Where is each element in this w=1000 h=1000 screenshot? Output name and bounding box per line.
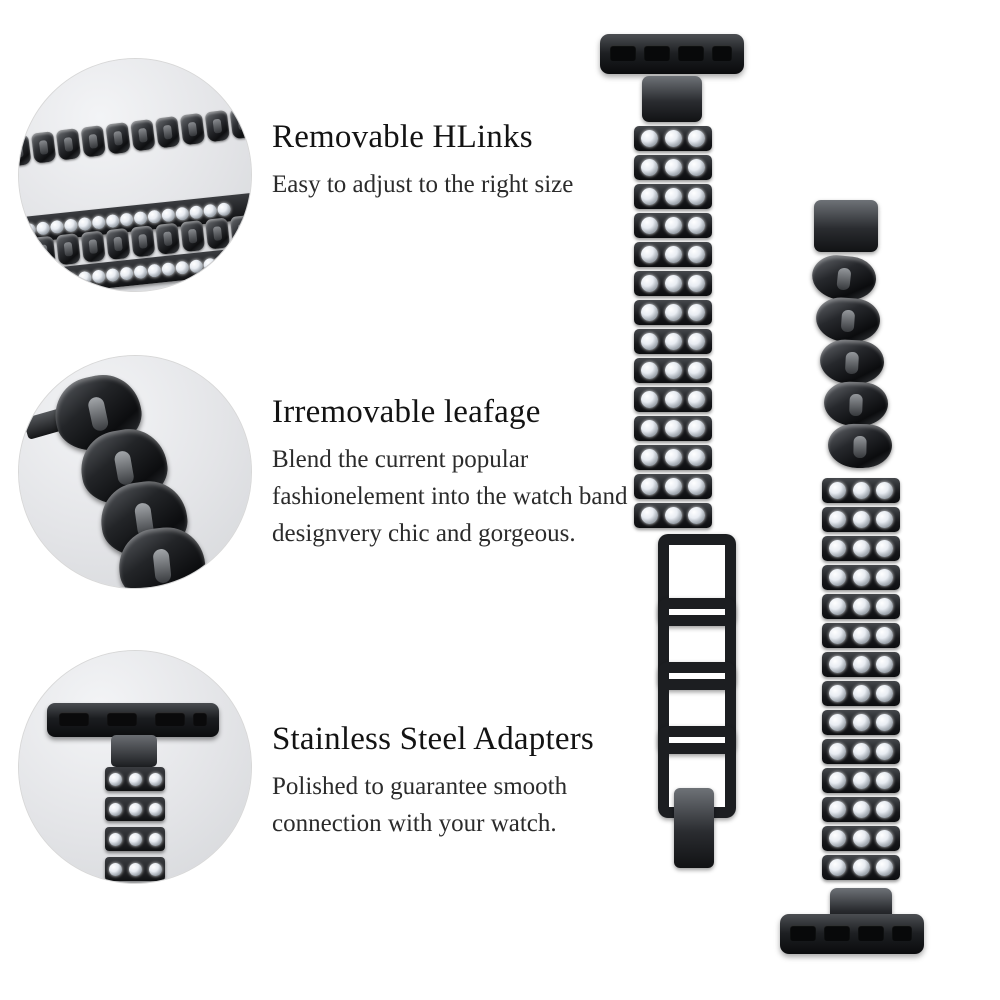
leaf-link — [810, 253, 878, 303]
rhinestone — [105, 267, 119, 281]
rhinestone — [149, 803, 162, 816]
rhinestone — [50, 273, 64, 287]
rhinestone — [829, 482, 846, 499]
h-link — [230, 215, 252, 247]
rhinestone — [665, 333, 682, 350]
rhinestone — [22, 276, 36, 290]
rhinestone — [853, 540, 870, 557]
rhinestone — [829, 714, 846, 731]
rhinestone — [876, 656, 893, 673]
rhinestone — [665, 275, 682, 292]
rhinestone — [133, 210, 147, 224]
h-link — [180, 220, 205, 252]
rhinestone — [688, 304, 705, 321]
feature-title: Removable HLinks — [272, 119, 533, 155]
rhinestone — [853, 772, 870, 789]
rhinestone — [641, 449, 658, 466]
rhinestone — [641, 362, 658, 379]
adapter-slot — [712, 45, 732, 61]
rhinestone — [129, 863, 142, 876]
rhinestone — [876, 598, 893, 615]
rhinestone — [665, 130, 682, 147]
rhinestone-row — [105, 857, 165, 881]
rhinestone — [688, 507, 705, 524]
feature-description: Easy to adjust to the right size — [272, 170, 574, 198]
feature-text-block — [272, 58, 573, 203]
rhinestone — [876, 540, 893, 557]
rhinestone — [92, 269, 106, 283]
feature-thumbnail-adapters — [18, 650, 252, 884]
rhinestone — [22, 222, 36, 236]
rhinestone — [829, 598, 846, 615]
rhinestone — [829, 830, 846, 847]
rhinestone — [64, 272, 78, 286]
rhinestone — [175, 260, 189, 274]
rhinestone — [876, 772, 893, 789]
rhinestone-row — [634, 271, 712, 296]
feature-thumbnail-leafage — [18, 355, 252, 589]
rhinestone — [853, 801, 870, 818]
feature-title: Irremovable leafage — [272, 394, 541, 430]
rhinestone — [829, 801, 846, 818]
rhinestone — [853, 830, 870, 847]
rhinestone-row — [822, 797, 900, 822]
rhinestone-row — [634, 126, 712, 151]
rhinestone — [147, 263, 161, 277]
rhinestone-row — [822, 652, 900, 677]
rhinestone — [641, 507, 658, 524]
rhinestone — [688, 130, 705, 147]
rhinestone — [217, 256, 231, 270]
leaf-link — [815, 296, 882, 344]
h-link — [56, 128, 81, 160]
rhinestone — [641, 391, 658, 408]
rhinestone — [217, 202, 231, 216]
rhinestone-row — [634, 329, 712, 354]
rhinestone-row — [634, 445, 712, 470]
band-connector — [814, 200, 878, 252]
rhinestone-row — [822, 507, 900, 532]
adapter-slot — [892, 925, 912, 941]
rhinestone — [829, 511, 846, 528]
rhinestone-row — [822, 681, 900, 706]
rhinestone — [109, 833, 122, 846]
adapter-slot — [824, 925, 850, 941]
rhinestone — [78, 216, 92, 230]
rhinestone — [665, 304, 682, 321]
rhinestone — [665, 507, 682, 524]
rhinestone-row — [105, 827, 165, 851]
rhinestone-row — [634, 242, 712, 267]
rhinestone — [665, 362, 682, 379]
leaf-link — [823, 381, 888, 427]
rhinestone — [109, 803, 122, 816]
product-image-band-right — [790, 196, 970, 986]
adapter-slot — [858, 925, 884, 941]
rhinestone — [829, 569, 846, 586]
product-image-band-left — [588, 28, 768, 898]
h-link — [31, 236, 56, 268]
rhinestone-row — [634, 184, 712, 209]
rhinestone — [18, 224, 22, 238]
watch-lug-adapter — [600, 34, 744, 74]
feature-thumbnail-hlinks — [18, 58, 252, 292]
leaf-link — [828, 423, 893, 468]
h-link — [130, 119, 155, 151]
rhinestone — [109, 863, 122, 876]
rhinestone — [641, 478, 658, 495]
rhinestone — [665, 159, 682, 176]
rhinestone — [876, 511, 893, 528]
leaf-link — [819, 338, 885, 385]
rhinestone-row — [822, 623, 900, 648]
rhinestone-row — [822, 768, 900, 793]
adapter-slot — [193, 712, 207, 726]
rhinestone — [641, 130, 658, 147]
h-link — [31, 131, 56, 163]
rhinestone — [189, 205, 203, 219]
rhinestone-row — [634, 503, 712, 528]
rhinestone-row — [822, 826, 900, 851]
h-link — [105, 122, 130, 154]
rhinestone — [829, 656, 846, 673]
rhinestone — [853, 714, 870, 731]
feature-stainless-steel-adapters — [18, 650, 632, 884]
rhinestone — [688, 478, 705, 495]
rhinestone — [688, 275, 705, 292]
h-link — [18, 134, 32, 166]
rhinestone — [203, 203, 217, 217]
rhinestone-row — [634, 387, 712, 412]
rhinestone — [665, 217, 682, 234]
feature-removable-hlinks — [18, 58, 573, 292]
rhinestone — [105, 213, 119, 227]
rhinestone — [853, 859, 870, 876]
rhinestone — [688, 362, 705, 379]
rhinestone — [641, 304, 658, 321]
rhinestone — [665, 246, 682, 263]
rhinestone-row — [822, 536, 900, 561]
rhinestone — [876, 569, 893, 586]
rhinestone-row — [634, 300, 712, 325]
rhinestone — [18, 278, 22, 292]
rhinestone — [853, 569, 870, 586]
rhinestone — [688, 217, 705, 234]
rhinestone — [853, 685, 870, 702]
adapter-neck — [111, 735, 157, 767]
band-connector — [642, 76, 702, 122]
rhinestone-row — [634, 358, 712, 383]
adapter-slot — [790, 925, 816, 941]
rhinestone — [688, 159, 705, 176]
rhinestone — [189, 259, 203, 273]
rhinestone — [641, 159, 658, 176]
rhinestone — [129, 803, 142, 816]
h-link — [18, 238, 31, 270]
rhinestone — [688, 420, 705, 437]
rhinestone — [78, 270, 92, 284]
rhinestone — [688, 391, 705, 408]
h-link — [130, 225, 155, 257]
adapter-slot — [678, 45, 704, 61]
rhinestone — [147, 209, 161, 223]
rhinestone — [665, 391, 682, 408]
rhinestone-row — [822, 710, 900, 735]
rhinestone — [109, 773, 122, 786]
rhinestone — [853, 627, 870, 644]
rhinestone — [119, 212, 133, 226]
h-link — [81, 125, 106, 157]
rhinestone — [829, 540, 846, 557]
rhinestone — [876, 482, 893, 499]
rhinestone — [853, 511, 870, 528]
rhinestone — [665, 478, 682, 495]
rhinestone — [876, 627, 893, 644]
rhinestone — [665, 420, 682, 437]
rhinestone — [641, 246, 658, 263]
rhinestone — [853, 743, 870, 760]
rhinestone — [665, 449, 682, 466]
rhinestone — [876, 830, 893, 847]
h-link — [205, 217, 230, 249]
rhinestone — [876, 714, 893, 731]
rhinestone-row — [634, 474, 712, 499]
rhinestone — [161, 262, 175, 276]
rhinestone — [641, 275, 658, 292]
watch-lug-adapter — [47, 703, 219, 737]
rhinestone-row — [634, 155, 712, 180]
h-link — [81, 231, 106, 263]
rhinestone — [688, 246, 705, 263]
rhinestone — [133, 264, 147, 278]
rhinestone — [36, 221, 50, 235]
rhinestone — [853, 598, 870, 615]
rhinestone — [688, 449, 705, 466]
h-link — [229, 107, 252, 139]
rhinestone — [853, 482, 870, 499]
watch-lug-adapter — [780, 914, 924, 954]
rhinestone — [876, 801, 893, 818]
rhinestone — [641, 188, 658, 205]
rhinestone — [876, 743, 893, 760]
rhinestone — [641, 333, 658, 350]
rhinestone — [36, 275, 50, 289]
rhinestone — [92, 215, 106, 229]
feature-title: Stainless Steel Adapters — [272, 721, 594, 757]
feature-irremovable-leafage — [18, 355, 632, 589]
rhinestone — [641, 217, 658, 234]
rhinestone — [829, 859, 846, 876]
h-link — [106, 228, 131, 260]
rhinestone — [64, 218, 78, 232]
rhinestone-row — [822, 594, 900, 619]
rhinestone — [161, 208, 175, 222]
rhinestone — [876, 859, 893, 876]
rhinestone — [688, 188, 705, 205]
rhinestone — [829, 772, 846, 789]
adapter-slot — [59, 712, 89, 726]
h-link — [180, 113, 205, 145]
rhinestone — [119, 266, 133, 280]
feature-text-block — [272, 650, 632, 842]
h-link — [56, 233, 81, 265]
feature-description: Polished to guarantee smooth connection with your watch. — [272, 772, 568, 837]
rhinestone — [641, 420, 658, 437]
rhinestone — [149, 773, 162, 786]
rhinestone — [149, 863, 162, 876]
adapter-slot — [107, 712, 137, 726]
rhinestone — [853, 656, 870, 673]
rhinestone — [829, 627, 846, 644]
h-link — [205, 110, 230, 142]
h-link — [155, 223, 180, 255]
rhinestone — [203, 257, 217, 271]
rhinestone — [149, 833, 162, 846]
rhinestone — [688, 333, 705, 350]
rhinestone-row — [822, 739, 900, 764]
rhinestone-row — [634, 213, 712, 238]
rhinestone-row — [822, 565, 900, 590]
h-link — [155, 116, 180, 148]
rhinestone — [50, 219, 64, 233]
adapter-slot — [610, 45, 636, 61]
rhinestone — [829, 743, 846, 760]
rhinestone-row — [822, 855, 900, 880]
feature-text-block — [272, 355, 632, 552]
rhinestone — [129, 833, 142, 846]
rhinestone — [665, 188, 682, 205]
adapter-slot — [155, 712, 185, 726]
rhinestone — [175, 206, 189, 220]
rhinestone-row — [634, 416, 712, 441]
rhinestone-row — [822, 478, 900, 503]
rhinestone-row — [105, 797, 165, 821]
rhinestone — [876, 685, 893, 702]
adapter-slot — [644, 45, 670, 61]
rhinestone — [129, 773, 142, 786]
rhinestone — [829, 685, 846, 702]
feature-description: Blend the current popular fashionelement into the watch band designvery chic and gorgeous. — [272, 445, 628, 547]
rhinestone-row — [105, 767, 165, 791]
band-tail-end — [674, 788, 714, 868]
